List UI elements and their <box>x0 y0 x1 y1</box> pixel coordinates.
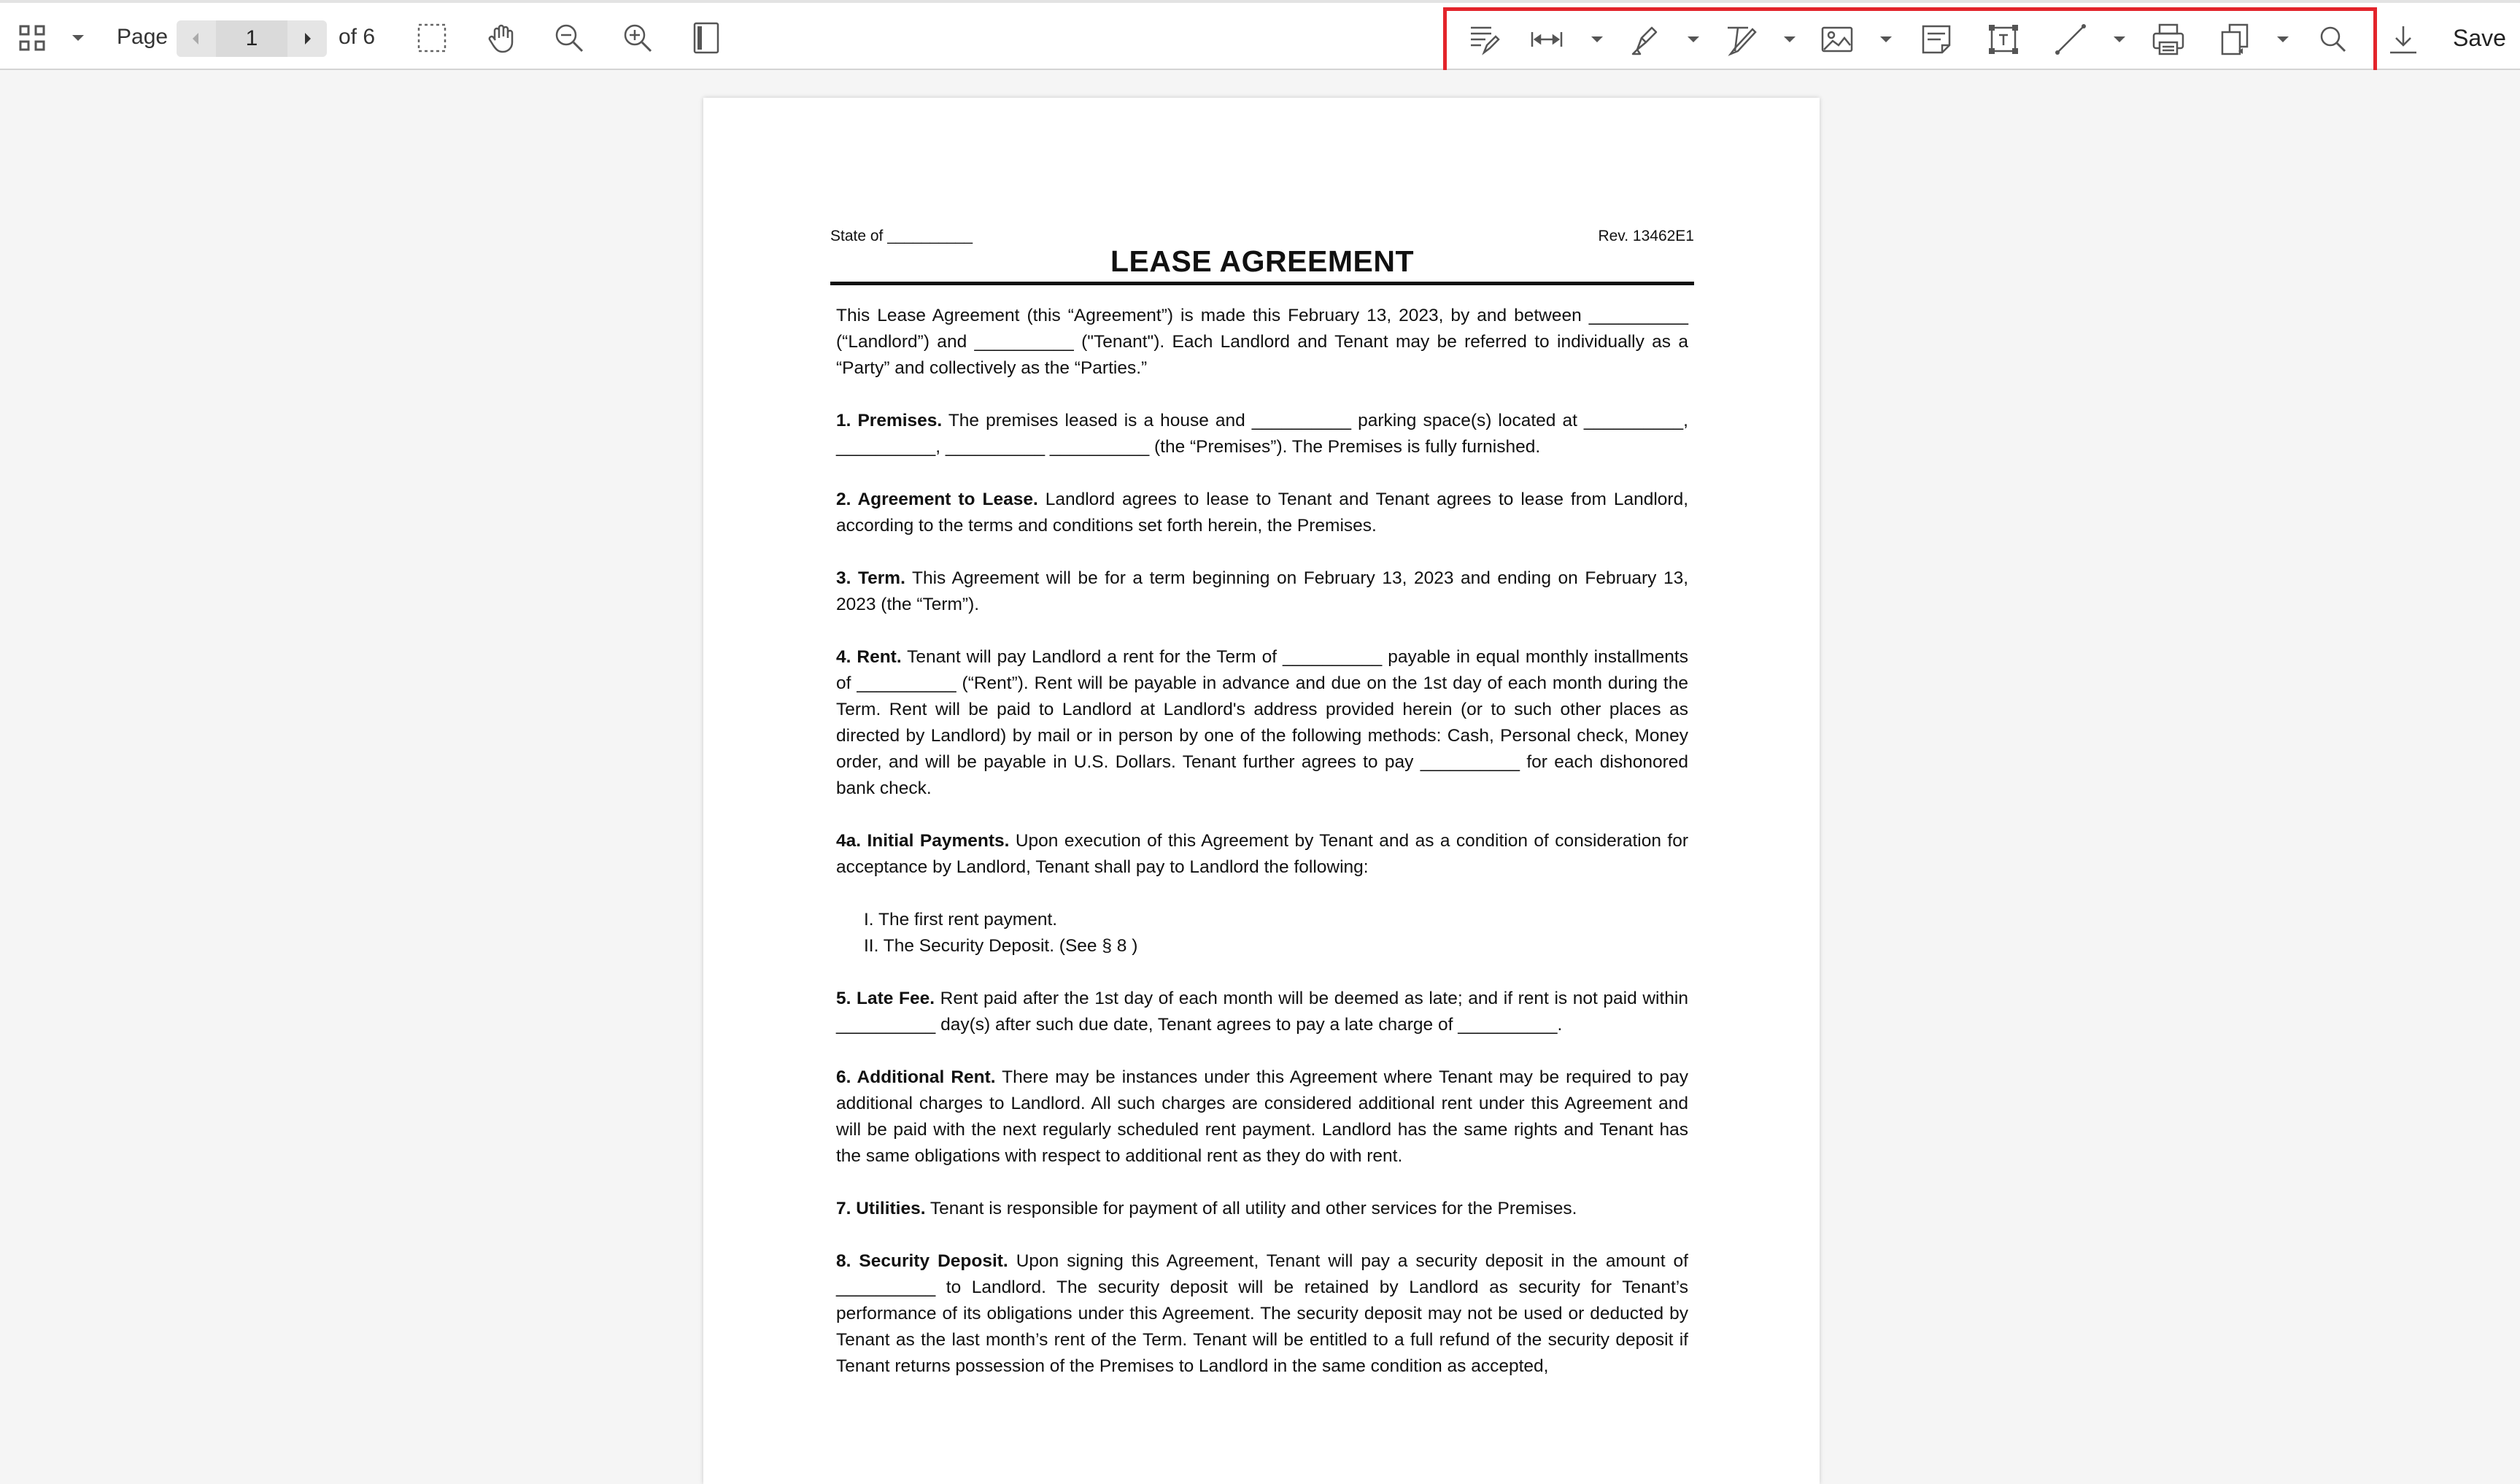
document-content <box>830 228 1694 1406</box>
section-agreement-to-lease <box>836 487 1688 539</box>
chevron-down-icon[interactable] <box>1782 35 1798 44</box>
document-page <box>703 98 1820 1484</box>
chevron-down-icon[interactable] <box>1878 35 1894 44</box>
section-text: Upon execution of this Agreement by Tenant and as a condition of consideration for acceptance by Landlord, Tenant shall pay to Landlord the following: <box>836 831 1688 877</box>
intro-paragraph: This Lease Agreement (this “Agreement”) is made this February 13, 2023, by and between __________ (“Landlord”) and __________ ("Tenant"). Each Landlord and Tenant may be referred to individually as a “Party” and collectively as the “Parties.” <box>836 306 1688 378</box>
chevron-down-icon[interactable] <box>1589 35 1605 44</box>
page-label: Page <box>117 25 169 49</box>
section-text: Tenant will pay Landlord a rent for the Term of __________ payable in equal monthly installments of __________ (“Rent”). Rent will be payable in advance and due on the 1st day of each month during the Term. Rent will be paid to Landlord at Landlord's address provided herein (or to such other places as directed by Landlord) by mail or in person by one of the following methods: Cash, Personal check, Money order, and will be payable in U.S. Dollars. Tenant further agrees to pay __________ for each dishonored bank check. <box>836 647 1688 798</box>
section-text: Rent paid after the 1st day of each month will be deemed as late; and if rent is not paid within __________ day(s) after such due date, Tenant agrees to pay a late charge of __________. <box>836 989 1688 1035</box>
chevron-down-icon[interactable] <box>70 34 86 42</box>
save-button[interactable]: Save <box>2453 25 2506 51</box>
section-initial-payments <box>836 828 1688 881</box>
search-icon[interactable] <box>2316 22 2351 57</box>
section-heading: 1. Premises. <box>836 411 943 430</box>
edit-text-icon[interactable] <box>1466 22 1501 57</box>
chevron-down-icon[interactable] <box>1685 35 1701 44</box>
highlighter-icon[interactable] <box>1627 22 1662 57</box>
section-premises <box>836 408 1688 460</box>
state-of-field: State of __________ <box>830 228 973 244</box>
revision-number: Rev. 13462E1 <box>1598 228 1694 244</box>
list-item: I. The first rent payment. <box>864 910 1058 930</box>
zoom-out-icon[interactable] <box>552 20 587 55</box>
text-box-icon[interactable] <box>1986 22 2021 57</box>
section-heading: 4a. Initial Payments. <box>836 831 1010 851</box>
document-title: LEASE AGREEMENT <box>830 245 1694 285</box>
pages-icon[interactable] <box>2218 22 2253 57</box>
section-heading: 7. Utilities. <box>836 1199 926 1218</box>
document-viewer[interactable] <box>0 70 2520 1450</box>
document-body <box>830 303 1694 1380</box>
section-heading: 2. Agreement to Lease. <box>836 490 1038 509</box>
section-heading: 3. Term. <box>836 568 905 588</box>
section-heading: 5. Late Fee. <box>836 989 935 1008</box>
next-page-button[interactable] <box>289 20 327 57</box>
single-page-view-icon[interactable] <box>689 20 724 55</box>
pan-hand-icon[interactable] <box>484 20 519 55</box>
line-icon[interactable] <box>2053 22 2088 57</box>
chevron-left-icon <box>191 31 200 46</box>
section-text: Upon signing this Agreement, Tenant will pay a security deposit in the amount of __________ to Landlord. The security deposit will be retained by Landlord as security for Tenant’s performance of its obligations under this Agreement. The security deposit may not be used or deducted by Tenant as the last month’s rent of the Term. Tenant will be entitled to a full refund of the security deposit if Tenant returns possession of the Premises to Landlord in the same condition as accepted, <box>836 1251 1688 1376</box>
chevron-right-icon <box>304 31 312 46</box>
freehand-icon[interactable] <box>1723 22 1758 57</box>
document-header <box>830 228 1694 250</box>
section-rent <box>836 644 1688 802</box>
section-heading: 8. Security Deposit. <box>836 1251 1008 1271</box>
print-icon[interactable] <box>2151 22 2186 57</box>
download-icon[interactable] <box>2386 22 2421 57</box>
section-additional-rent <box>836 1064 1688 1170</box>
page-count-label: of 6 <box>339 25 376 49</box>
thumbnails-icon[interactable] <box>15 20 50 55</box>
section-text: Tenant is responsible for payment of all utility and other services for the Premises. <box>925 1199 1577 1218</box>
section-security-deposit <box>836 1248 1688 1380</box>
section-text: This Agreement will be for a term beginning on February 13, 2023 and ending on February 13, 2023 (the “Term”). <box>836 568 1689 614</box>
list-item: II. The Security Deposit. (See § 8 ) <box>864 936 1138 956</box>
section-term <box>836 565 1688 618</box>
chevron-down-icon[interactable] <box>2111 35 2127 44</box>
section-text: Landlord agrees to lease to Tenant and Tenant agrees to lease from Landlord, according to the terms and conditions set forth herein, the Premises. <box>836 490 1689 536</box>
page-number-input[interactable] <box>216 20 287 57</box>
zoom-in-icon[interactable] <box>620 20 655 55</box>
note-icon[interactable] <box>1919 22 1954 57</box>
section-utilities <box>836 1196 1688 1222</box>
section-heading: 4. Rent. <box>836 647 902 667</box>
page-navigator <box>177 20 327 57</box>
initial-payments-list <box>864 907 1688 959</box>
section-text: There may be instances under this Agreement where Tenant may be required to pay additional charges to Landlord. All such charges are considered additional rent under this Agreement and will be paid with the next regularly scheduled rent payment. Landlord has the same rights and Tenant has the same obligations with respect to additional rent as they do with rent. <box>836 1067 1688 1166</box>
section-text: The premises leased is a house and __________ parking space(s) located at __________, __________, __________ __________ (the “Premises”). The Premises is fully furnished. <box>836 411 1688 457</box>
section-late-fee <box>836 986 1688 1038</box>
image-icon[interactable] <box>1820 22 1855 57</box>
marquee-select-icon[interactable] <box>414 20 449 55</box>
toolbar <box>0 0 2520 70</box>
measure-icon[interactable] <box>1529 22 1564 57</box>
section-heading: 6. Additional Rent. <box>836 1067 996 1087</box>
chevron-down-icon[interactable] <box>2275 35 2291 44</box>
previous-page-button[interactable] <box>177 20 214 57</box>
